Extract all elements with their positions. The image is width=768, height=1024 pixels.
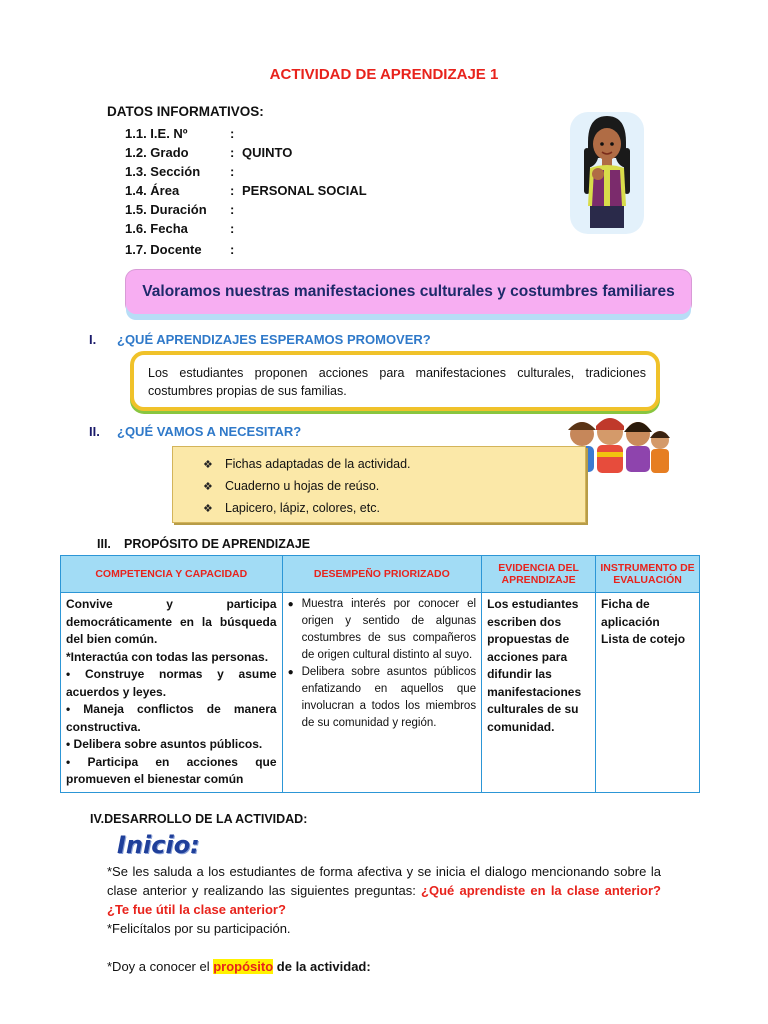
datos-key: 1.5. Duración: [125, 202, 207, 217]
bullet-icon: ❖: [203, 503, 213, 515]
material-label: Lapicero, lápiz, colores, etc.: [225, 501, 380, 515]
instrumento-item: Ficha de aplicación: [601, 597, 660, 629]
congratulate-text: *Felicítalos por su participación.: [107, 921, 291, 936]
section-number: I.: [89, 332, 97, 347]
section-title: PROPÓSITO DE APRENDIZAJE: [124, 537, 311, 551]
section-number: IV.: [90, 812, 105, 826]
desempeno-cell: [282, 593, 482, 793]
section-number: III.: [97, 537, 111, 551]
datos-row: [125, 202, 242, 217]
datos-separator: :: [230, 221, 235, 236]
section-number: II.: [89, 424, 100, 439]
datos-separator: :: [230, 126, 235, 141]
material-label: Cuaderno u hojas de reúso.: [225, 479, 380, 493]
purpose-table: [60, 555, 700, 793]
datos-key: 1.2. Grado: [125, 145, 189, 160]
paragraph-text: *Se les saluda a los estudiantes de forma afectiva y se inicia el dialogo mencionando sobre la clase anterior y realizando las siguientes preguntas:: [107, 864, 661, 898]
paragraph-text: de la actividad:: [273, 959, 371, 974]
list-item: [203, 453, 585, 475]
competencia-line: • Participa en acciones que promueven el bienestar común: [66, 754, 277, 786]
competencia-line: Convive y participa democráticamente en la búsqueda del bien común.: [66, 597, 277, 646]
section-title: DESARROLLO DE LA ACTIVIDAD:: [104, 812, 308, 826]
materials-box: [172, 446, 586, 523]
competencia-line: *Interactúa con todas las personas.: [66, 649, 269, 664]
proposito-highlight: propósito: [213, 959, 274, 974]
datos-key: 1.6. Fecha: [125, 221, 188, 236]
paragraph-text: *Doy a conocer el: [107, 959, 214, 974]
datos-value: PERSONAL SOCIAL: [242, 183, 367, 198]
competencia-cell: [61, 593, 283, 793]
desempeno-text: Muestra interés por conocer el origen y sentido de algunas costumbres de sus compañeros de origen cultural distinto al suyo.: [301, 598, 477, 661]
list-item: [203, 475, 585, 497]
datos-value: QUINTO: [242, 145, 293, 160]
datos-row: [125, 183, 367, 198]
datos-key: 1.1. I.E. Nº: [125, 126, 188, 141]
datos-row: [125, 164, 242, 179]
activity-banner: Valoramos nuestras manifestaciones culturales y costumbres familiares: [126, 270, 691, 314]
page-title: ACTIVIDAD DE APRENDIZAJE 1: [269, 66, 499, 83]
section-title: ¿QUÉ VAMOS A NECESITAR?: [117, 424, 302, 439]
material-label: Fichas adaptadas de la actividad.: [225, 457, 411, 471]
competencia-line: • Maneja conflictos de manera constructiva.: [66, 702, 277, 734]
datos-key: 1.7. Docente: [125, 242, 202, 257]
datos-row: [125, 145, 292, 160]
bullet-icon: ❖: [203, 459, 213, 471]
table-row: [61, 593, 700, 793]
list-item: [288, 596, 477, 664]
instrumento-cell: [596, 593, 700, 793]
inicio-paragraph: [107, 862, 661, 919]
instrumento-item: Lista de cotejo: [601, 632, 686, 646]
evidencia-cell: Los estudiantes escriben dos propuestas de acciones para difundir las manifestaciones culturales de su comunidad.: [482, 593, 596, 793]
section-title: ¿QUÉ APRENDIZAJES ESPERAMOS PROMOVER?: [117, 332, 431, 347]
section-1-heading: [89, 332, 431, 347]
inicio-heading: Inicio:: [117, 831, 200, 859]
column-header: EVIDENCIA DEL APRENDIZAJE: [482, 556, 596, 593]
review-questions: ¿Qué aprendiste en la clase anterior? ¿Te fue útil la clase anterior?: [107, 883, 661, 917]
bullet-icon: ❖: [203, 481, 213, 493]
section-3-heading: [97, 537, 310, 551]
section-2-heading: [89, 424, 301, 439]
datos-row: [125, 126, 242, 141]
section-4-heading: [90, 812, 307, 826]
datos-separator: :: [230, 202, 235, 217]
column-header: COMPETENCIA Y CAPACIDAD: [61, 556, 283, 593]
purpose-paragraph: [107, 957, 661, 976]
bullet-icon: ●: [287, 599, 294, 610]
column-header: INSTRUMENTO DE EVALUACIÓN: [596, 556, 700, 593]
girl-illustration: [568, 108, 646, 238]
datos-heading: DATOS INFORMATIVOS:: [107, 104, 264, 119]
datos-row: [125, 221, 242, 236]
datos-key: 1.3. Sección: [125, 164, 201, 179]
datos-separator: :: [230, 242, 235, 257]
datos-separator: :: [230, 164, 235, 179]
column-header: DESEMPEÑO PRIORIZADO: [282, 556, 482, 593]
learning-goal-box: Los estudiantes proponen acciones para manifestaciones culturales, tradiciones costumbres propias de sus familias.: [130, 351, 660, 411]
table-header-row: [61, 556, 700, 593]
datos-key: 1.4. Área: [125, 183, 180, 198]
datos-separator: :: [230, 145, 235, 160]
list-item: [203, 497, 585, 519]
list-item: [288, 664, 477, 732]
competencia-line: • Delibera sobre asuntos públicos.: [66, 737, 263, 751]
datos-row: [125, 242, 242, 257]
desempeno-text: Delibera sobre asuntos públicos enfatizando en aquellos que involucran a todos los miembros de su comunidad y región.: [301, 666, 477, 729]
competencia-line: • Construye normas y asume acuerdos y leyes.: [66, 667, 277, 699]
bullet-icon: ●: [287, 667, 294, 678]
datos-separator: :: [230, 183, 235, 198]
